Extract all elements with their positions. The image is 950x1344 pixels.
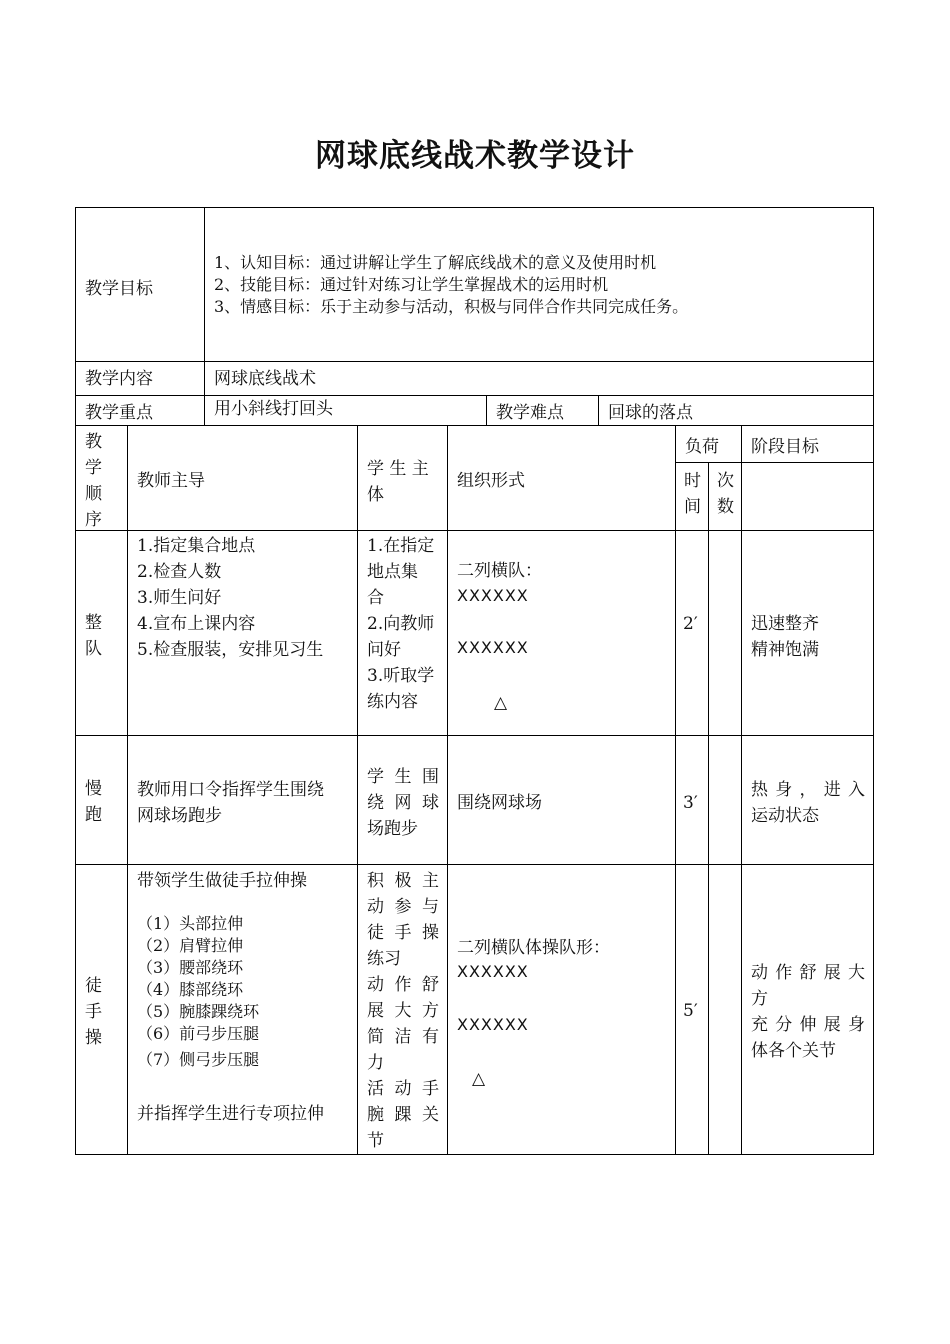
formation-row: XXXXXX bbox=[457, 1015, 529, 1034]
formation-row: XXXXXX bbox=[457, 586, 529, 605]
row-org-title: 二列横队： bbox=[457, 561, 542, 581]
grid-line bbox=[75, 207, 874, 208]
row-student: 学 生 围 绕 网 球 场跑步 bbox=[367, 767, 439, 839]
header-count: 次 数 bbox=[717, 471, 734, 517]
row-teacher-outro: 并指挥学生进行专项拉伸 bbox=[137, 1104, 324, 1124]
grid-line bbox=[75, 1154, 874, 1155]
row-student: 积 极 主 动 参 与 徒 手 操 练习 动 作 舒 展 大 方 简 洁 有 力 活 动 手 腕 踝 关 节 bbox=[367, 871, 439, 1151]
row-teacher: 教师用口令指挥学生围绕 网球场跑步 bbox=[137, 780, 324, 826]
grid-line bbox=[447, 425, 448, 1155]
grid-line bbox=[127, 425, 128, 1155]
header-time: 时 间 bbox=[684, 471, 701, 517]
header-sequence: 教 学 顺 序 bbox=[85, 432, 102, 530]
row-time: 5′ bbox=[683, 1001, 698, 1021]
page-title: 网球底线战术教学设计 bbox=[315, 138, 635, 174]
content-label: 教学内容 bbox=[85, 369, 153, 389]
content-value: 网球底线战术 bbox=[214, 369, 316, 389]
row-teacher: （1）头部拉伸 （2）肩臂拉伸 （3）腰部绕环 （4）膝部绕环 （5）腕膝踝绕环 （6）前弓步压腿 （7）侧弓步压腿 bbox=[137, 914, 260, 1069]
header-load: 负荷 bbox=[685, 437, 719, 457]
grid-line bbox=[708, 462, 709, 1155]
teacher-position-icon: △ bbox=[494, 693, 508, 713]
objectives-list bbox=[214, 252, 688, 318]
row-stage: 徒 手 操 bbox=[85, 976, 102, 1048]
teacher-position-icon: △ bbox=[472, 1069, 486, 1089]
row-teacher: 1.指定集合地点 2.检查人数 3.师生问好 4.宣布上课内容 5.检查服装，安排见习生 bbox=[137, 536, 324, 660]
grid-line bbox=[75, 864, 874, 865]
keypoint-label: 教学重点 bbox=[85, 403, 153, 423]
row-org-title: 二列横队体操队形： bbox=[457, 938, 610, 958]
grid-line bbox=[75, 735, 874, 736]
grid-line bbox=[75, 361, 874, 362]
row-time: 2′ bbox=[683, 614, 698, 634]
grid-line bbox=[598, 395, 599, 425]
row-goal: 热 身 ， 进 入 运动状态 bbox=[751, 780, 865, 826]
row-teacher-intro: 带领学生做徒手拉伸操 bbox=[137, 871, 307, 891]
row-org-title: 围绕网球场 bbox=[457, 793, 542, 813]
grid-line bbox=[204, 207, 205, 425]
formation-row: XXXXXX bbox=[457, 638, 529, 657]
row-student: 1.在指定 地点集 合 2.向教师 问好 3.听取学 练内容 bbox=[367, 536, 435, 712]
grid-line bbox=[741, 425, 742, 1155]
row-stage: 慢 跑 bbox=[85, 779, 102, 825]
grid-line bbox=[486, 395, 487, 425]
grid-line bbox=[675, 462, 874, 463]
grid-line bbox=[75, 207, 76, 1155]
objective-item: 3、情感目标：乐于主动参与活动，积极与同伴合作共同完成任务。 bbox=[214, 297, 689, 316]
row-goal: 动 作 舒 展 大 方 充 分 伸 展 身 体各个关节 bbox=[751, 963, 865, 1061]
row-stage: 整 队 bbox=[85, 613, 102, 659]
grid-line bbox=[75, 425, 874, 426]
grid-line bbox=[675, 425, 676, 1155]
objectives-label: 教学目标 bbox=[85, 279, 153, 299]
header-teacher: 教师主导 bbox=[137, 471, 205, 491]
objective-item: 2、技能目标：通过针对练习让学生掌握战术的运用时机 bbox=[214, 275, 609, 294]
objective-item: 1、认知目标：通过讲解让学生了解底线战术的意义及使用时机 bbox=[214, 253, 657, 272]
difficulty-value: 回球的落点 bbox=[608, 403, 693, 423]
header-student: 学 生 主 体 bbox=[367, 459, 429, 505]
grid-line bbox=[873, 207, 874, 1155]
row-time: 3′ bbox=[683, 793, 698, 813]
formation-row: XXXXXX bbox=[457, 962, 529, 981]
keypoint-value: 用小斜线打回头 bbox=[214, 399, 333, 419]
header-goal: 阶段目标 bbox=[751, 437, 819, 457]
grid-line bbox=[75, 530, 874, 531]
row-goal: 迅速整齐 精神饱满 bbox=[751, 614, 819, 660]
grid-line bbox=[75, 395, 874, 396]
grid-line bbox=[357, 425, 358, 1155]
difficulty-label: 教学难点 bbox=[496, 403, 564, 423]
header-organization: 组织形式 bbox=[457, 471, 525, 491]
